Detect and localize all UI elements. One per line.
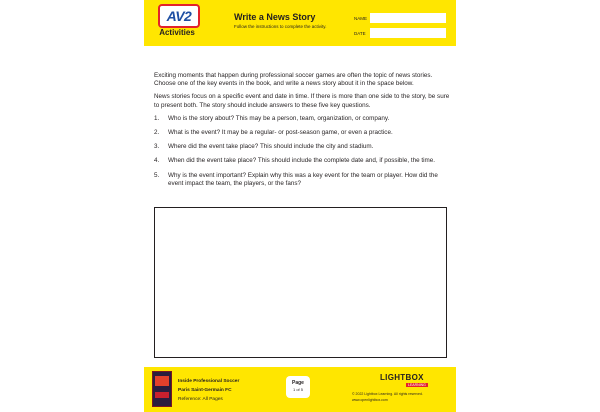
page-label: Page [292, 380, 304, 386]
activities-label: Activities [159, 28, 195, 37]
av2-logo-badge [158, 4, 200, 28]
question-text: When did the event take place? This should include the complete date and, if possible, the time. [168, 157, 435, 165]
page-subtitle: Follow the instructions to complete the activity. [234, 24, 327, 29]
question-item [154, 172, 450, 188]
date-label: DATE [354, 31, 366, 36]
website-link[interactable]: www.openlightbox.com [352, 398, 388, 402]
page-number: 1 of 5 [292, 387, 303, 392]
lightbox-logo-subtext: LEARNING [408, 383, 426, 387]
reference-text: Reference: All Pages [178, 397, 223, 402]
question-number: 4. [154, 157, 160, 165]
intro-paragraph: News stories focus on a specific event and date in time. If there is more than one side to the story, be sure to present both. The story should include answers to these five key questions. [154, 93, 450, 109]
question-number: 5. [154, 171, 160, 179]
name-label: NAME [354, 16, 368, 21]
question-item [154, 115, 450, 123]
question-text: Where did the event take place? This should include the city and stadium. [168, 143, 374, 151]
question-item [154, 129, 450, 137]
date-field[interactable] [370, 28, 446, 38]
book-title: Paris Saint-Germain FC [178, 388, 232, 393]
question-item [154, 143, 450, 151]
question-text: What is the event? It may be a regular- or post-season game, or even a practice. [168, 129, 393, 137]
question-number: 2. [154, 129, 160, 137]
av2-logo [150, 4, 204, 42]
copyright-text: © 2022 Lightbox Learning. All rights reserved. [352, 392, 423, 396]
series-title: Inside Professional Soccer [178, 379, 240, 384]
story-answer-box[interactable] [154, 207, 447, 358]
av2-logo-text: AV2 [166, 8, 192, 24]
page-indicator [286, 376, 310, 398]
question-text: Why is the event important? Explain why this was a key event for the team or player. How did the event impact the team, the players, or the fans? [168, 171, 438, 187]
book-cover-stripe [155, 392, 169, 398]
lightbox-logo-text: LIGHTBOX [380, 373, 424, 382]
question-number: 1. [154, 114, 160, 122]
question-text: Who is the story about? This may be a person, team, organization, or company. [168, 114, 390, 122]
page-title: Write a News Story [234, 12, 316, 22]
lightbox-logo [380, 373, 426, 387]
question-number: 3. [154, 143, 160, 151]
question-list [154, 115, 450, 188]
question-item [154, 157, 450, 165]
footer-bar [144, 367, 456, 412]
header-bar [144, 0, 456, 46]
intro-paragraph: Exciting moments that happen during professional soccer games are often the topic of news stories. Choose one of the key events in the book, and write a news story about it in the space below. [154, 72, 433, 88]
book-cover-title-block [155, 376, 169, 386]
name-field[interactable] [370, 13, 446, 23]
book-cover-image [152, 371, 172, 407]
worksheet-page [144, 0, 456, 412]
instructions [154, 72, 450, 194]
